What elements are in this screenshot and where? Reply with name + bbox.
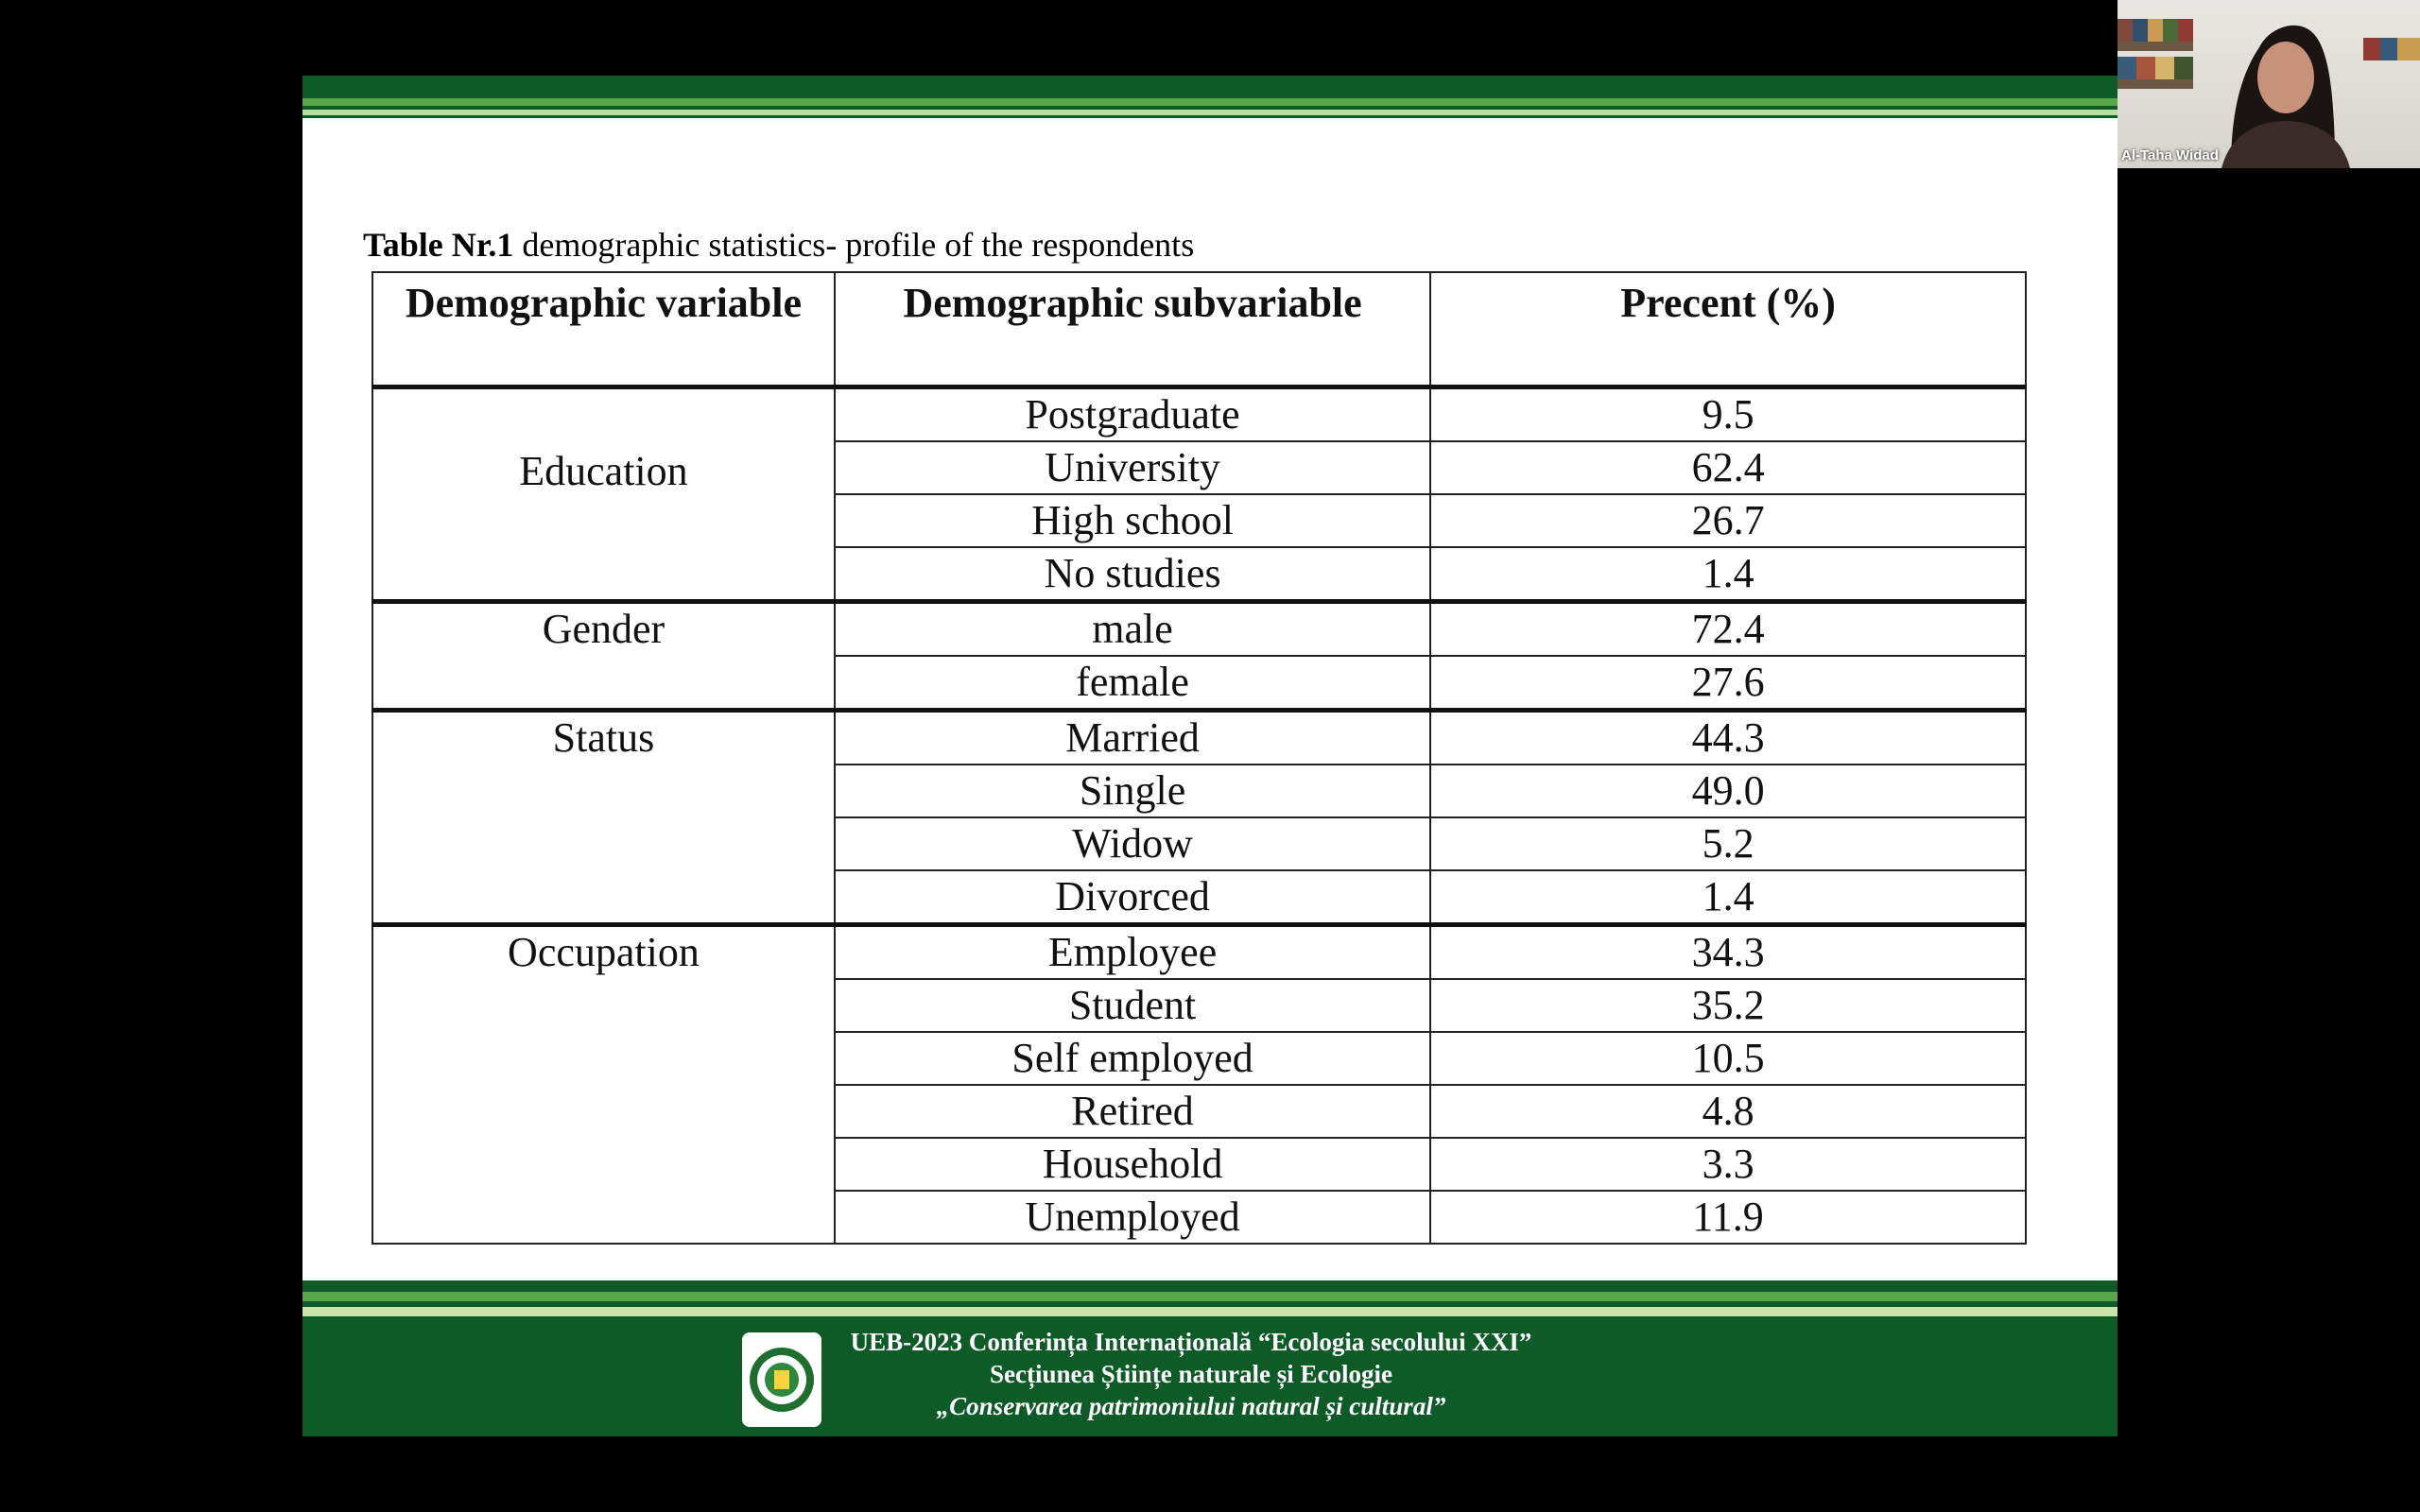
subvariable-cell: Divorced xyxy=(835,870,1430,925)
percent-cell: 11.9 xyxy=(1430,1191,2026,1244)
percent-cell: 1.4 xyxy=(1430,870,2026,925)
subvariable-cell: Married xyxy=(835,711,1430,765)
variable-cell: Gender xyxy=(372,602,835,711)
subvariable-cell: male xyxy=(835,602,1430,657)
subvariable-cell: female xyxy=(835,656,1430,711)
bookshelf-books-3 xyxy=(2363,38,2420,60)
header-stripe xyxy=(302,98,2118,106)
participant-video-tile[interactable] xyxy=(2118,0,2420,168)
footer-line-2: Secțiunea Științe naturale și Ecologie xyxy=(990,1360,1392,1388)
percent-cell: 27.6 xyxy=(1430,656,2026,711)
conference-footer-text xyxy=(832,1326,1550,1422)
table-header-row xyxy=(372,272,2026,387)
table-row xyxy=(372,387,2026,442)
subvariable-cell: Household xyxy=(835,1138,1430,1191)
variable-cell: Education xyxy=(372,387,835,602)
percent-cell: 4.8 xyxy=(1430,1085,2026,1138)
subvariable-cell: Postgraduate xyxy=(835,387,1430,442)
footer-stripe xyxy=(302,1292,2118,1301)
table-row xyxy=(372,925,2026,980)
variable-cell: Status xyxy=(372,711,835,925)
subvariable-cell: Retired xyxy=(835,1085,1430,1138)
percent-cell: 10.5 xyxy=(1430,1032,2026,1085)
header-percent: Precent (%) xyxy=(1430,272,2026,387)
participant-name-label: Al-Taha Widad xyxy=(2121,147,2219,163)
footer-line-1: UEB-2023 Conferința Internațională “Ecologia secolului XXI” xyxy=(850,1328,1532,1356)
subvariable-cell: Unemployed xyxy=(835,1191,1430,1244)
header-variable: Demographic variable xyxy=(372,272,835,387)
presentation-slide xyxy=(302,76,2118,1436)
variable-cell: Occupation xyxy=(372,925,835,1245)
percent-cell: 1.4 xyxy=(1430,547,2026,602)
table-row xyxy=(372,711,2026,765)
subvariable-cell: Employee xyxy=(835,925,1430,980)
percent-cell: 9.5 xyxy=(1430,387,2026,442)
percent-cell: 26.7 xyxy=(1430,494,2026,547)
bookshelf-books xyxy=(2118,19,2193,42)
header-subvariable: Demographic subvariable xyxy=(835,272,1430,387)
subvariable-cell: No studies xyxy=(835,547,1430,602)
percent-cell: 3.3 xyxy=(1430,1138,2026,1191)
percent-cell: 49.0 xyxy=(1430,765,2026,817)
demographics-table xyxy=(372,271,2027,1245)
subvariable-cell: Student xyxy=(835,979,1430,1032)
bookshelf-shelf xyxy=(2118,42,2193,51)
subvariable-cell: Self employed xyxy=(835,1032,1430,1085)
footer-line-3: „Conservarea patrimoniului natural și cultural” xyxy=(936,1392,1446,1420)
conference-logo-icon xyxy=(742,1332,821,1427)
percent-cell: 5.2 xyxy=(1430,817,2026,870)
subvariable-cell: Single xyxy=(835,765,1430,817)
participant-avatar xyxy=(2203,9,2354,168)
footer-stripe-light xyxy=(302,1307,2118,1316)
bookshelf-shelf-2 xyxy=(2118,79,2193,89)
table-caption: Table Nr.1 demographic statistics- profile of the respondents xyxy=(363,226,1195,264)
percent-cell: 35.2 xyxy=(1430,979,2026,1032)
table-row xyxy=(372,602,2026,657)
bookshelf-books-2 xyxy=(2118,57,2193,79)
subvariable-cell: Widow xyxy=(835,817,1430,870)
percent-cell: 72.4 xyxy=(1430,602,2026,657)
subvariable-cell: High school xyxy=(835,494,1430,547)
percent-cell: 44.3 xyxy=(1430,711,2026,765)
percent-cell: 34.3 xyxy=(1430,925,2026,980)
percent-cell: 62.4 xyxy=(1430,441,2026,494)
header-stripe-light xyxy=(302,110,2118,115)
subvariable-cell: University xyxy=(835,441,1430,494)
